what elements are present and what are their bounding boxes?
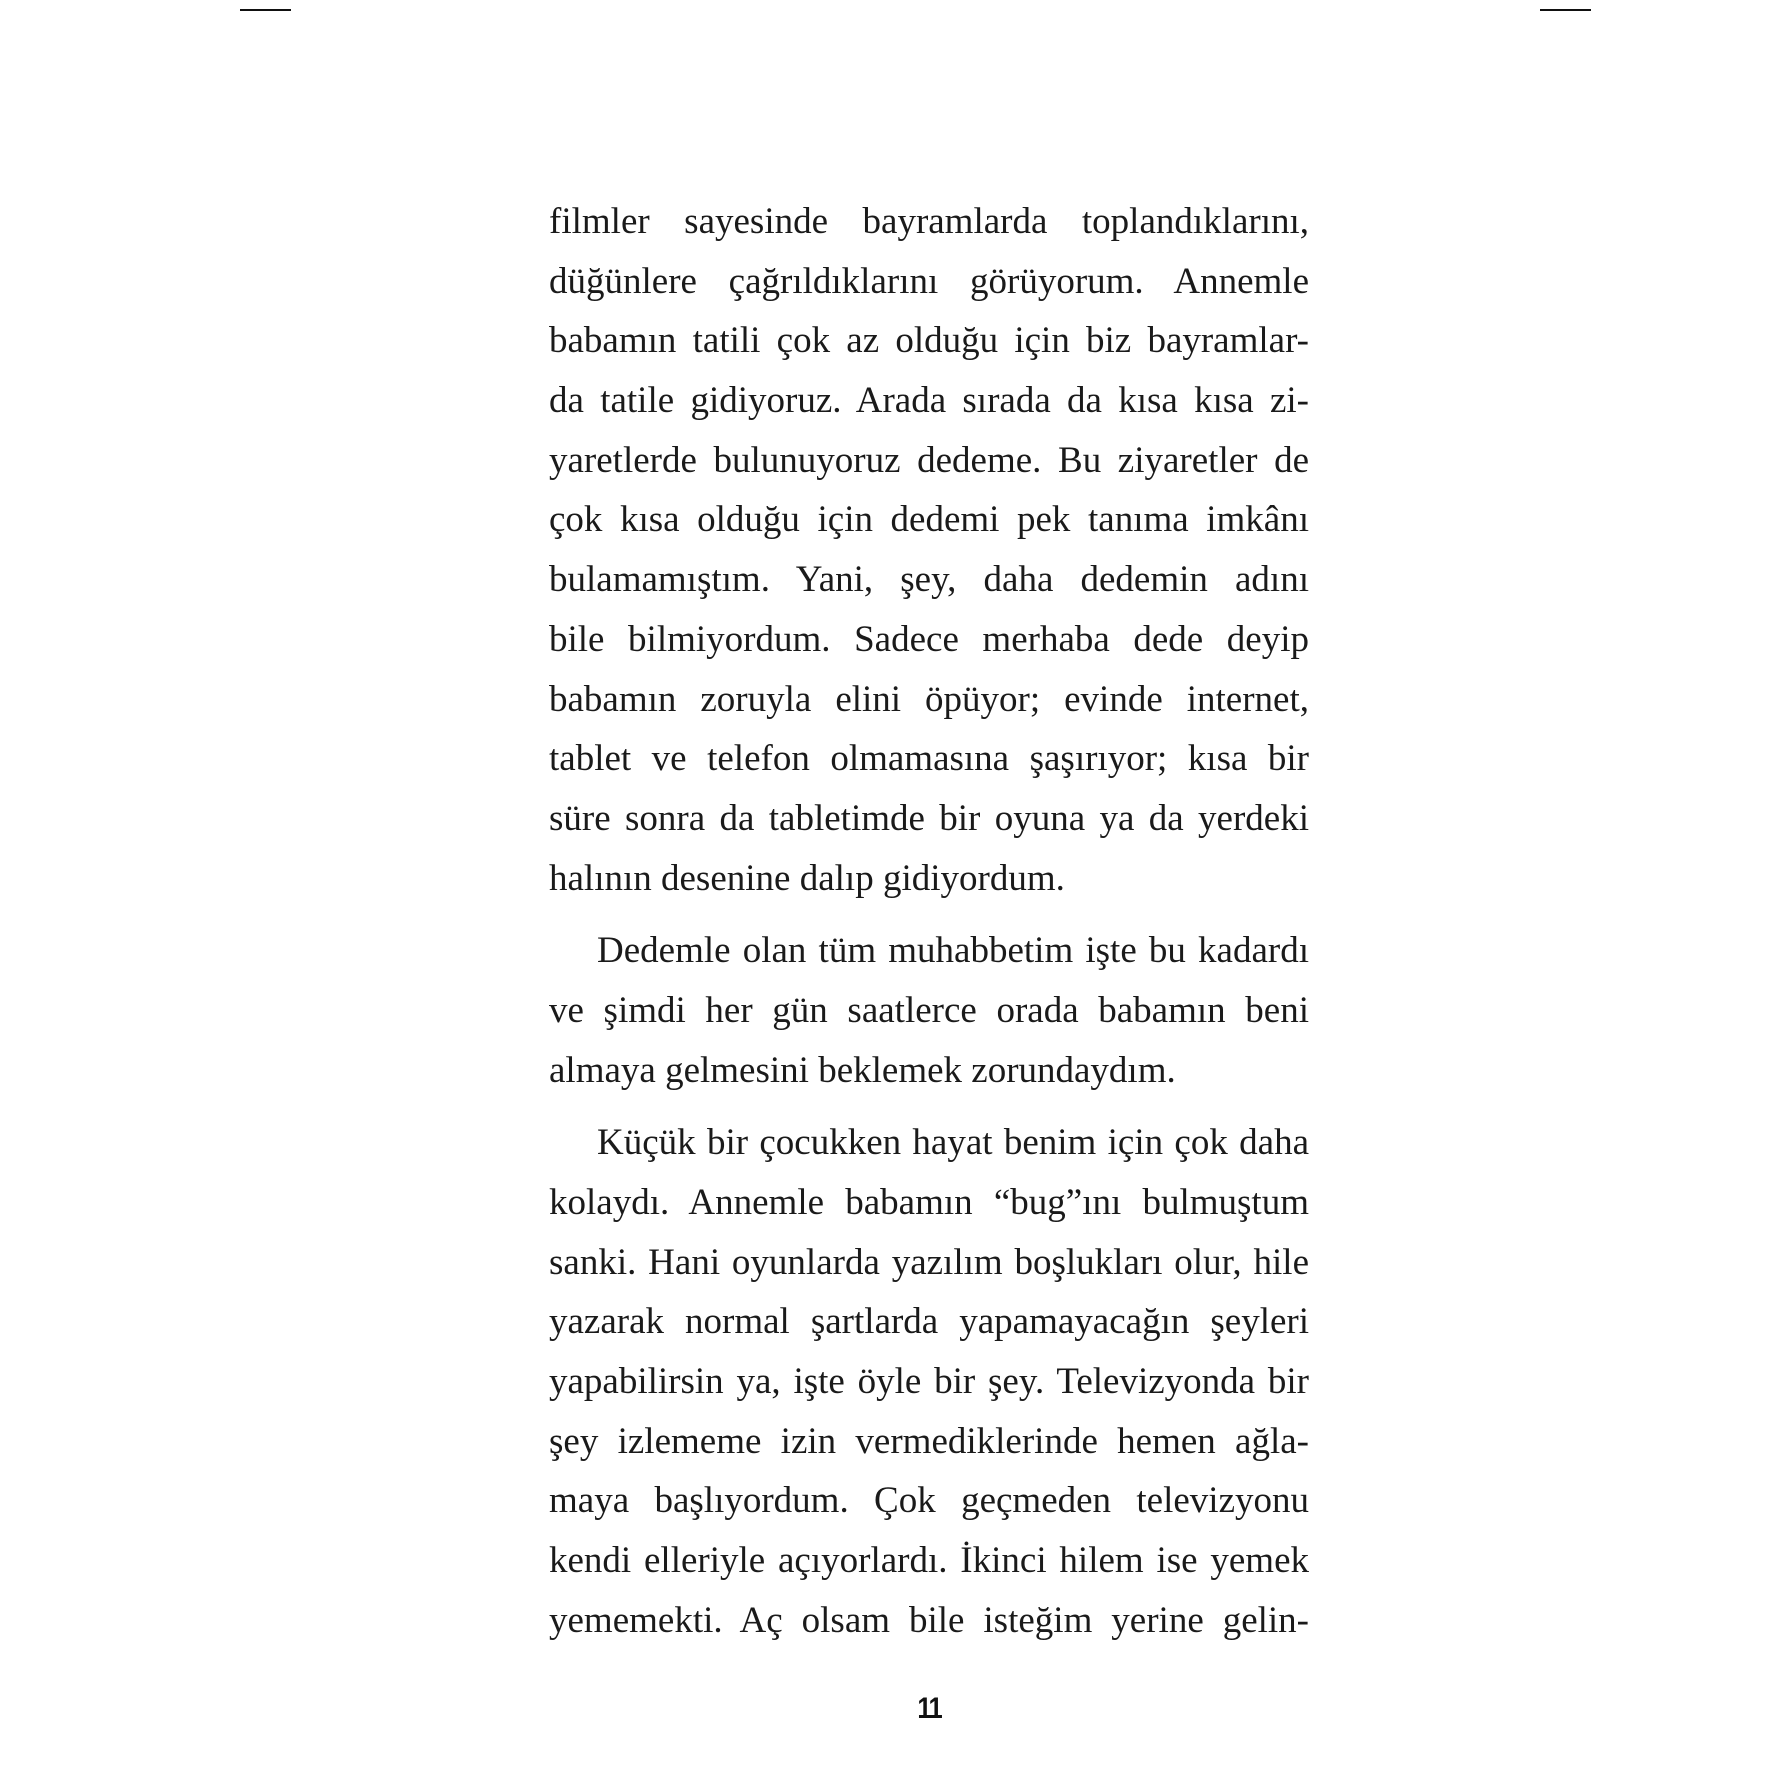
text-line: Küçük bir çocukken hayat benim için çok daha xyxy=(597,1122,1309,1164)
text-line: almaya gelmesini beklemek zorundaydım. xyxy=(549,1049,1176,1091)
paragraph-3 xyxy=(549,1113,1309,1650)
text-line: filmler sayesinde bayramlarda toplandıklarını, xyxy=(549,201,1309,242)
text-line: yememekti. Aç olsam bile isteğim yerine gelin- xyxy=(549,1599,1309,1641)
body-text xyxy=(549,192,1309,1651)
text-line: halının desenine dalıp gidiyordum. xyxy=(549,857,1065,899)
text-line: yaretlerde bulunuyoruz dedeme. Bu ziyaretler de xyxy=(549,439,1309,481)
text-line: kendi elleriyle açıyorlardı. İkinci hilem ise yemek xyxy=(549,1540,1309,1582)
text-line: düğünlere çağrıldıklarını görüyorum. Annemle xyxy=(549,260,1309,302)
crop-mark-left xyxy=(240,9,291,11)
text-line: tablet ve telefon olmamasına şaşırıyor; kısa bir xyxy=(549,738,1309,780)
paragraph-1 xyxy=(549,192,1309,908)
text-line: şey izlememe izin vermediklerinde hemen ağla- xyxy=(549,1420,1309,1462)
text-line: maya başlıyordum. Çok geçmeden televizyonu xyxy=(549,1480,1309,1522)
text-line: kolaydı. Annemle babamın “bug”ını bulmuştum xyxy=(549,1182,1309,1223)
paragraph-2 xyxy=(549,921,1309,1100)
text-line: çok kısa olduğu için dedemi pek tanıma imkânı xyxy=(549,499,1309,541)
text-line: babamın tatili çok az olduğu için biz bayramlar- xyxy=(549,320,1309,362)
text-line: ve şimdi her gün saatlerce orada babamın beni xyxy=(549,989,1309,1031)
text-line: süre sonra da tabletimde bir oyuna ya da yerdeki xyxy=(549,797,1309,839)
text-line: da tatile gidiyoruz. Arada sırada da kısa kısa zi- xyxy=(549,380,1309,422)
text-line: yapabilirsin ya, işte öyle bir şey. Televizyonda bir xyxy=(549,1361,1309,1403)
text-line: babamın zoruyla elini öpüyor; evinde internet, xyxy=(549,678,1309,720)
page-number: 11 xyxy=(917,1692,941,1725)
text-line: bile bilmiyordum. Sadece merhaba dede deyip xyxy=(549,618,1309,660)
crop-mark-right xyxy=(1540,9,1591,11)
text-line: yazarak normal şartlarda yapamayacağın şeyleri xyxy=(549,1301,1309,1343)
text-line: sanki. Hani oyunlarda yazılım boşlukları olur, hile xyxy=(549,1241,1309,1283)
text-line: Dedemle olan tüm muhabbetim işte bu kadardı xyxy=(597,930,1309,972)
text-line: bulamamıştım. Yani, şey, daha dedemin adını xyxy=(549,559,1309,601)
